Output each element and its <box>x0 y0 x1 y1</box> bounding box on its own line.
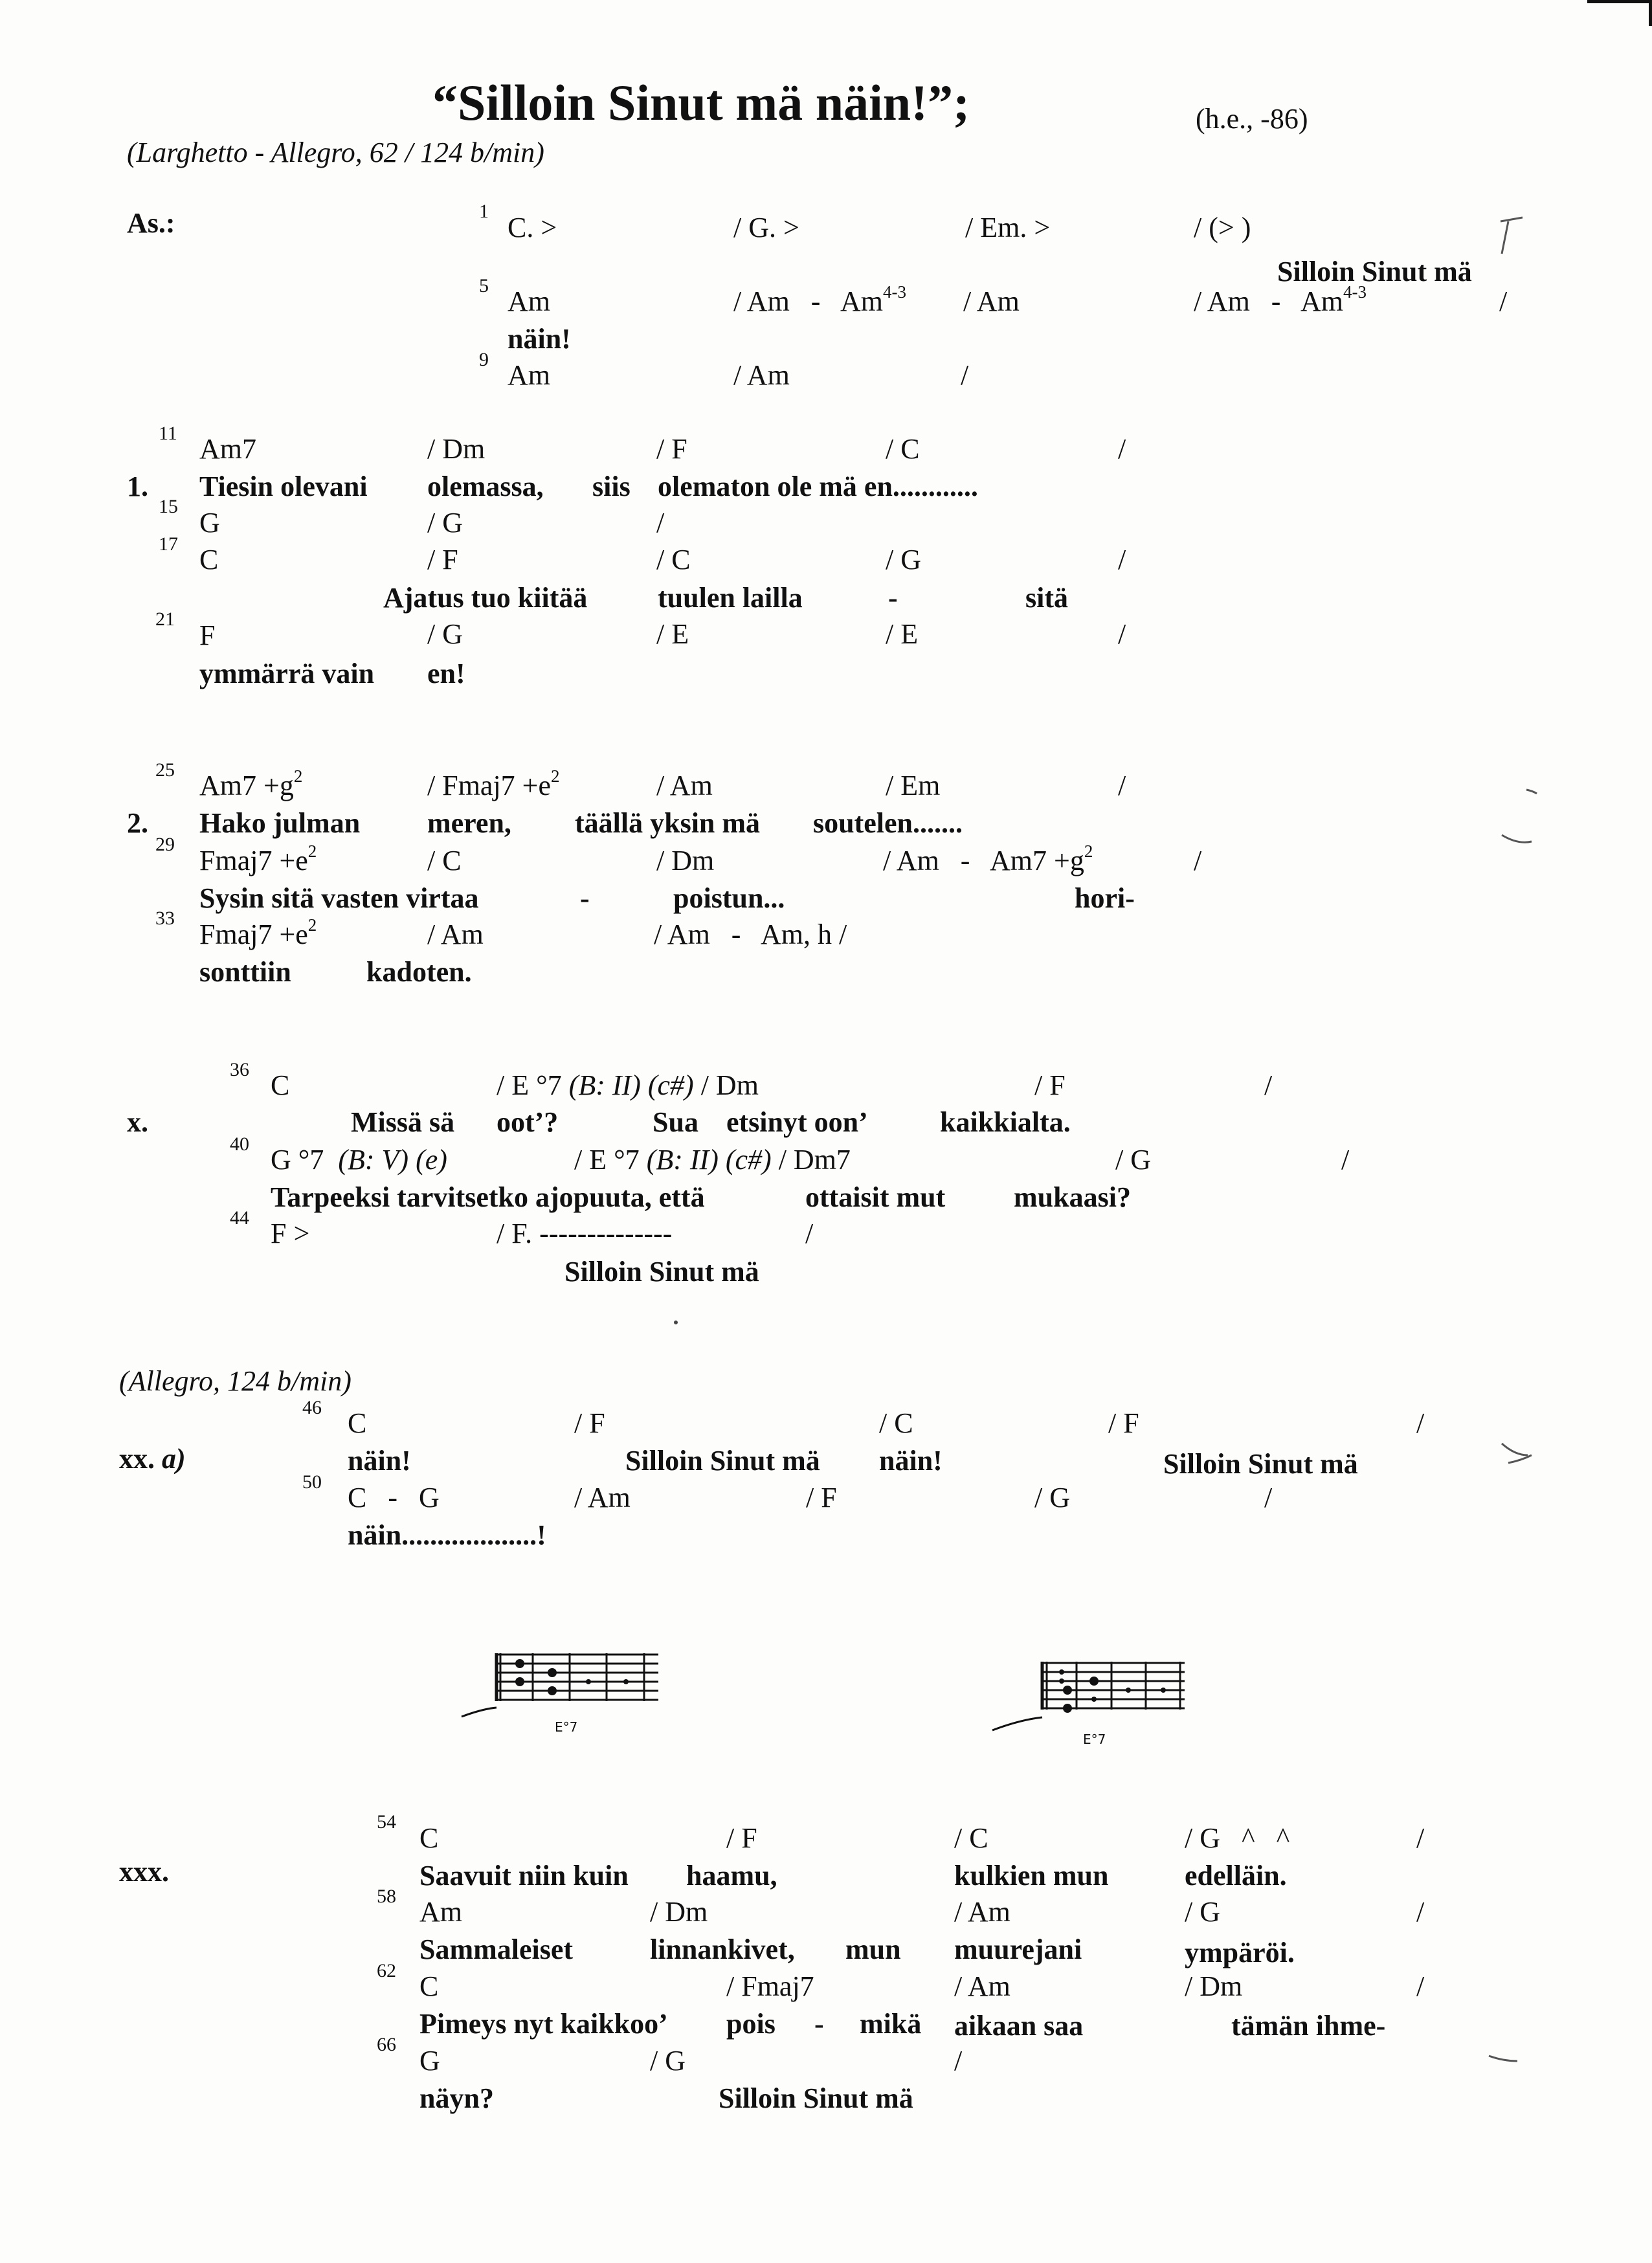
chord-superscript: 2 <box>307 915 317 935</box>
chord: / Am <box>954 1896 1010 1928</box>
chord-text: / Am - Am7 +g <box>883 845 1084 876</box>
bar-line: / <box>1118 544 1126 575</box>
chord: / E <box>886 618 919 650</box>
chord-text: / Am - Am <box>1194 285 1344 317</box>
lyric: mikä <box>860 2008 922 2040</box>
bar-number: 54 <box>377 1811 396 1833</box>
chord: / C <box>886 433 920 465</box>
bar-line: / <box>1118 433 1126 465</box>
chord: / Em. > <box>965 212 1051 243</box>
lyric: Ajatus tuo kiitää <box>383 582 588 614</box>
section-label-verse-2: 2. <box>127 807 148 839</box>
chord: / Dm <box>656 845 715 876</box>
lyric: Sysin sitä vasten virtaa <box>199 882 479 914</box>
chord: / G <box>886 544 921 575</box>
bar-line: / <box>1416 1407 1425 1439</box>
bar-number: 5 <box>479 275 489 296</box>
lyric: Tarpeeksi tarvitsetko ajopuuta, että <box>271 1181 705 1213</box>
lyric: ottaisit mut <box>805 1181 946 1213</box>
lyric: aikaan saa <box>954 2010 1084 2042</box>
bar-number: 9 <box>479 349 489 370</box>
chord: / C <box>656 544 691 575</box>
lyric: tuulen lailla <box>658 582 803 614</box>
chord: / E <box>656 618 689 650</box>
lyric: näin...................! <box>348 1519 546 1551</box>
chord: / F <box>574 1407 605 1439</box>
chord: Am <box>508 359 550 391</box>
lyric: olemassa, <box>427 471 544 502</box>
chord-text: / Am - Am <box>733 285 884 317</box>
lyric: Silloin Sinut mä <box>564 1256 759 1288</box>
chord: Am7 <box>199 433 256 465</box>
bar-line: / <box>1416 1970 1425 2002</box>
chord: / Am - Am, h / <box>654 919 847 950</box>
bar-line: / <box>805 1218 814 1249</box>
credit: (h.e., -86) <box>1196 103 1308 135</box>
tempo-marking: (Larghetto - Allegro, 62 / 124 b/min) <box>127 137 544 168</box>
chord: / Am <box>733 359 790 391</box>
chord: C. > <box>508 212 557 243</box>
bar-line: / <box>1194 845 1202 876</box>
lyric: Sua <box>653 1106 698 1138</box>
chord-text: / E °7 <box>574 1144 647 1176</box>
lyric: näin! <box>879 1445 943 1477</box>
chord: / Dm <box>650 1896 708 1928</box>
chord: C <box>348 1407 367 1439</box>
lyric: kadoten. <box>366 956 472 988</box>
lyric: linnankivet, <box>650 1934 795 1965</box>
lyric: mun <box>845 1934 901 1965</box>
chord: / (> ) <box>1194 212 1251 243</box>
lyric: olematon ole mä en............ <box>658 471 978 502</box>
lyric: näyn? <box>419 2082 494 2114</box>
lyric: Hako julman <box>199 807 361 839</box>
chord: / G <box>427 507 463 539</box>
lyric: Silloin Sinut mä <box>625 1445 820 1477</box>
chord-diagram-label: E°7 <box>555 1719 578 1735</box>
chord: / Fmaj7 <box>726 1970 814 2002</box>
chord: G <box>199 507 220 539</box>
chord: C <box>419 1822 439 1854</box>
bar-number: 46 <box>302 1397 322 1418</box>
chord: / G <box>1115 1144 1151 1176</box>
chord-text: Am7 +g <box>199 770 294 801</box>
bar-number: 25 <box>155 759 175 781</box>
section-label-verse-3: xxx. <box>119 1856 169 1888</box>
bar-line: / <box>1264 1069 1273 1101</box>
lyric: kulkien mun <box>954 1860 1109 1891</box>
chord: Am <box>508 285 550 317</box>
chord: C - G <box>348 1482 440 1513</box>
lyric: Silloin Sinut mä <box>719 2082 913 2114</box>
lyric: Pimeys nyt kaikkoo’ <box>419 2008 668 2040</box>
bar-line: / <box>1341 1144 1350 1176</box>
bar-number: 21 <box>155 608 175 630</box>
chord: / C <box>427 845 462 876</box>
chord: / G. > <box>733 212 799 243</box>
chord-text: / Fmaj7 +e <box>427 770 552 801</box>
chord: / Am <box>427 919 484 950</box>
chord: / Am <box>954 1970 1010 2002</box>
lyric: hori- <box>1075 882 1135 914</box>
bar-number: 62 <box>377 1960 396 1981</box>
lyric: sitä <box>1025 582 1068 614</box>
chord: / Dm <box>427 433 486 465</box>
chord-diagram-label: E°7 <box>1083 1732 1106 1747</box>
chord-text: / Dm <box>693 1069 759 1101</box>
chord: F > <box>271 1218 310 1249</box>
bar-number: 58 <box>377 1886 396 1907</box>
bar-number: 11 <box>159 423 177 444</box>
bar-number: 17 <box>159 533 178 555</box>
chorus-label-text: xx. <box>119 1443 162 1475</box>
section-label-verse-1: 1. <box>127 471 148 502</box>
chord: / G <box>1185 1896 1220 1928</box>
bar-line: / <box>656 507 665 539</box>
chord: / Dm <box>1185 1970 1243 2002</box>
chord: / G <box>427 618 463 650</box>
chord-text: Fmaj7 +e <box>199 845 308 876</box>
chord: G <box>419 2045 440 2077</box>
bar-number: 1 <box>479 201 489 222</box>
chord: / F <box>726 1822 757 1854</box>
section-label-intro: As.: <box>127 207 175 239</box>
tempo-marking-allegro: (Allegro, 124 b/min) <box>119 1365 352 1397</box>
bar-number: 50 <box>302 1471 322 1493</box>
chord-superscript: 2 <box>1084 842 1093 861</box>
lyric: tämän ihme- <box>1231 2010 1386 2042</box>
lyric: en! <box>427 658 465 689</box>
chord: Am <box>419 1896 462 1928</box>
lyric: mukaasi? <box>1014 1181 1131 1213</box>
bar-number: 40 <box>230 1133 249 1155</box>
chord: / G ^ ^ <box>1185 1822 1290 1854</box>
chord-superscript: 2 <box>293 766 303 786</box>
chord: / F <box>427 544 458 575</box>
lyric: kaikkialta. <box>940 1106 1071 1138</box>
chord: / C <box>879 1407 913 1439</box>
lyric: Silloin Sinut mä <box>1277 256 1472 287</box>
lyric: muurejani <box>954 1934 1082 1965</box>
lyric: meren, <box>427 807 511 839</box>
lyric: poistun... <box>673 882 785 914</box>
lyric: siis <box>592 471 631 502</box>
chord-text: G °7 <box>271 1144 339 1176</box>
chord: / Am <box>574 1482 631 1513</box>
lyric: soutelen....... <box>813 807 963 839</box>
bar-line: / <box>1118 618 1126 650</box>
bar-number: 33 <box>155 908 175 929</box>
lyric: oot’? <box>497 1106 559 1138</box>
chord: / G <box>650 2045 686 2077</box>
bar-line: / <box>1118 770 1126 801</box>
lyric: haamu, <box>686 1860 777 1891</box>
lyric: ymmärrä vain <box>199 658 375 689</box>
chord: / Am <box>963 285 1020 317</box>
chord-superscript: 2 <box>307 842 317 861</box>
bar-line: / <box>1264 1482 1273 1513</box>
chord: C <box>199 544 219 575</box>
section-label-bridge: x. <box>127 1106 148 1138</box>
lyric: Tiesin olevani <box>199 471 368 502</box>
song-title: “Silloin Sinut mä näin!”; <box>432 74 970 131</box>
bar-number: 36 <box>230 1059 249 1080</box>
bar-line: / <box>954 2045 963 2077</box>
lyric: Silloin Sinut mä <box>1163 1448 1358 1480</box>
lyric: pois <box>726 2008 776 2040</box>
bar-line: / <box>1416 1896 1425 1928</box>
lyric: - <box>814 2008 824 2040</box>
chord: / F. -------------- <box>497 1218 673 1249</box>
chord: / Em <box>886 770 941 801</box>
lyric: - <box>580 882 590 914</box>
chord-note: (B: V) (e) <box>338 1144 447 1176</box>
lyric: Saavuit niin kuin <box>419 1860 629 1891</box>
bar-line: / <box>1499 285 1508 317</box>
chord-note: (B: II) (c#) <box>646 1144 772 1176</box>
chord-superscript: 4-3 <box>1343 282 1367 302</box>
chord-superscript: 4-3 <box>883 282 907 302</box>
chord-superscript: 2 <box>551 766 560 786</box>
lyric: näin! <box>348 1445 411 1477</box>
chord-text: / E °7 <box>497 1069 569 1101</box>
lyric: sonttiin <box>199 956 291 988</box>
chord: / F <box>1034 1069 1066 1101</box>
chord: / F <box>806 1482 837 1513</box>
lyric: Sammaleiset <box>419 1934 574 1965</box>
lyric: edelläin. <box>1185 1860 1287 1891</box>
chord: / F <box>1108 1407 1139 1439</box>
bar-line: / <box>1416 1822 1425 1854</box>
chord-text: / Dm7 <box>771 1144 851 1176</box>
lyric: Missä sä <box>351 1106 455 1138</box>
chord: C <box>419 1970 439 2002</box>
lyric: etsinyt oon’ <box>726 1106 868 1138</box>
chord: / F <box>656 433 687 465</box>
lyric: - <box>888 582 898 614</box>
lyric: näin! <box>508 323 571 355</box>
chord-text: Fmaj7 +e <box>199 919 308 950</box>
chord: / Am <box>656 770 713 801</box>
bar-number: 66 <box>377 2034 396 2055</box>
chorus-label-sub: a) <box>162 1443 186 1475</box>
bar-line: / <box>961 359 969 391</box>
chord: / G <box>1034 1482 1070 1513</box>
chord-note: (B: II) (c#) <box>568 1069 694 1101</box>
chord: F <box>199 619 216 651</box>
lyric: täällä yksin mä <box>575 807 761 839</box>
bar-number: 15 <box>159 496 178 517</box>
bar-number: 29 <box>155 834 175 855</box>
chord: / C <box>954 1822 988 1854</box>
bar-number: 44 <box>230 1207 249 1229</box>
lyric: ympäröi. <box>1185 1937 1295 1968</box>
chord: C <box>271 1069 290 1101</box>
